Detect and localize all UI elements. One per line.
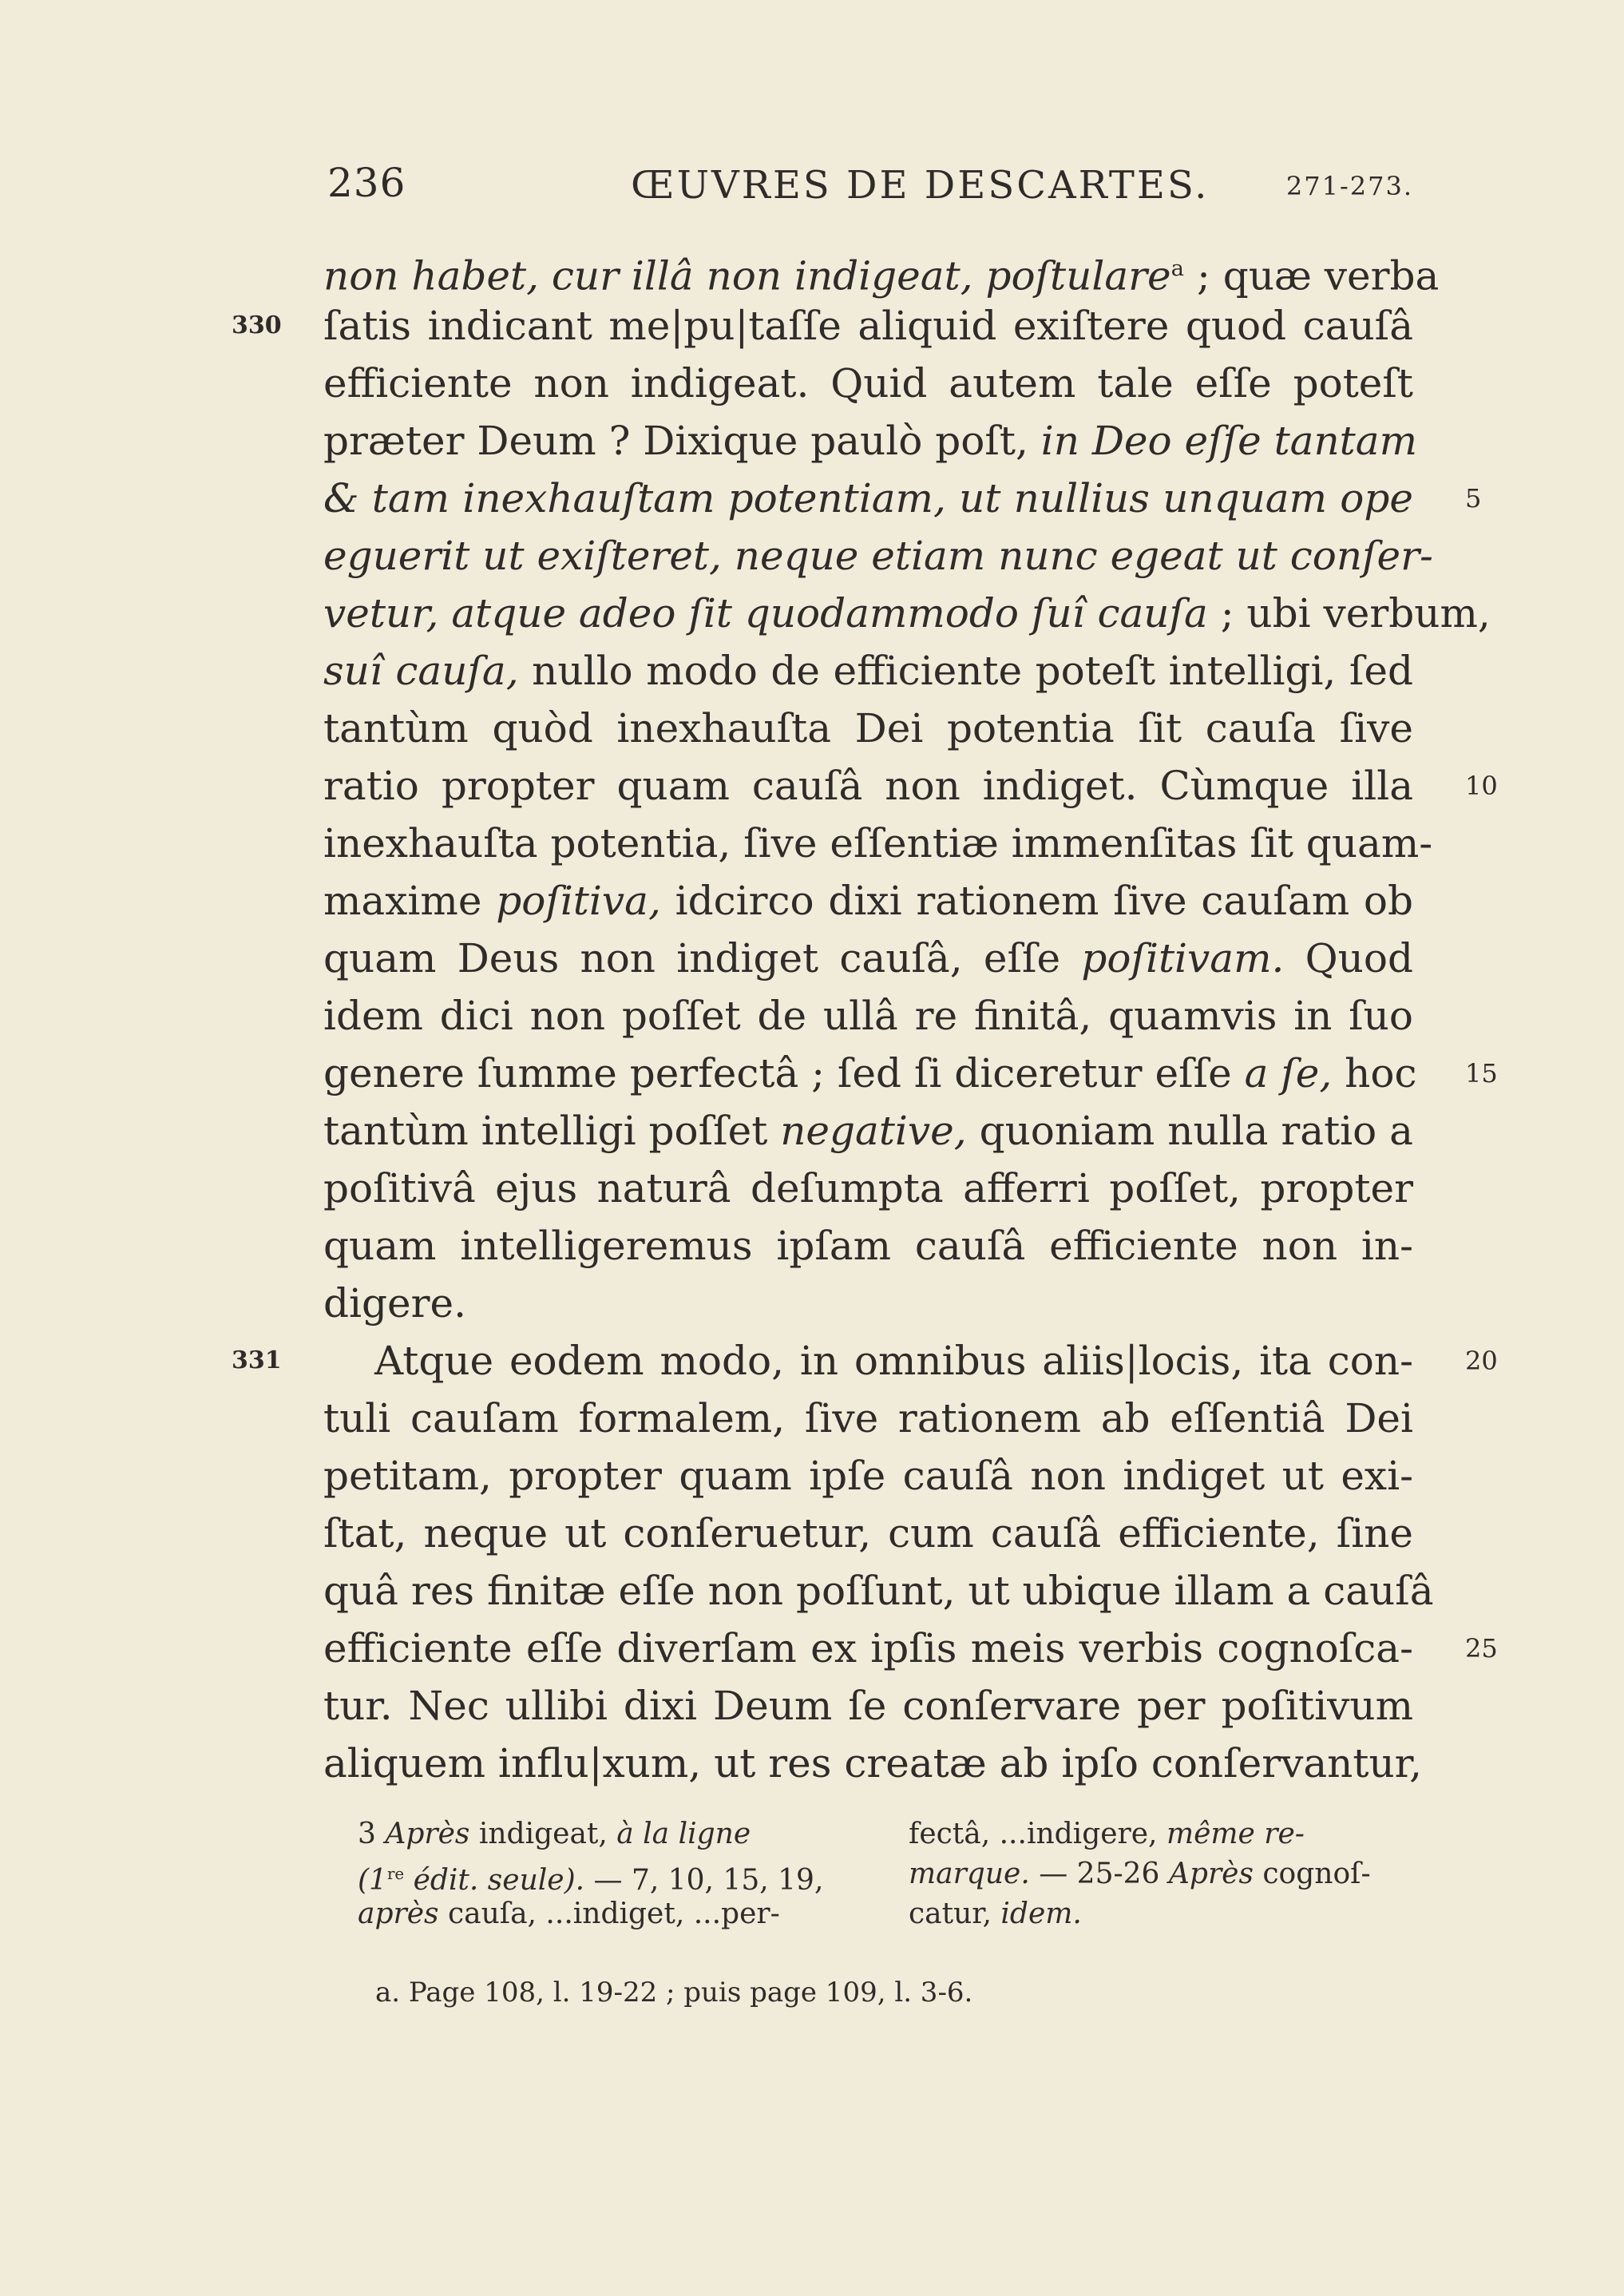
text-run: ſatis indicant me|pu|taſſe aliquid exiſtere quod cauſâ [323,303,1413,349]
superscript: re [386,1865,405,1883]
text-line [323,1275,1413,1332]
text-run: a ſe, [1244,1050,1333,1096]
text-line [323,930,1413,987]
text-line [323,1390,1413,1447]
text-run: 3 [358,1818,386,1850]
footnote-column-left [358,1814,869,1934]
text-run: ſtat, neque ut conſeruetur, cum cauſâ efficiente, ſine [323,1510,1413,1556]
text-run: digere. [323,1280,466,1326]
margin-line-number: 15 [1465,1058,1498,1089]
text-run: hoc [1332,1050,1417,1096]
footnote-line [358,1814,869,1854]
text-run: Après [385,1818,470,1850]
text-run: Atque eodem modo, in omnibus aliis|locis, ita con- [374,1338,1413,1384]
text-run: fectâ, ...indigere, [909,1818,1167,1850]
text-run: tantùm quòd inexhauſta Dei potentia ſit cauſa ſive [323,705,1413,751]
margin-page-ref: 331 [232,1346,282,1374]
text-line [323,1217,1413,1275]
text-run: quoniam nulla ratio a [966,1108,1413,1154]
text-run: à la ligne [616,1818,751,1850]
text-run: & tam inexhauſtam potentiam, ut nullius unquam ope [323,475,1413,521]
text-run: idem. [1000,1897,1082,1930]
text-run: poſitivâ ejus naturâ deſumpta afferri poſſet, propter [323,1165,1413,1211]
text-run: édit. seule). [404,1864,585,1897]
text-run: præter Deum ? Dixique paulò poſt, [323,418,1041,464]
text-run: aliquem influ|xum, ut res creatæ ab ipſo conſervantur, [323,1740,1422,1786]
text-line [323,240,1440,299]
text-run: ; ubi verbum, [1207,590,1491,636]
text-run: — 25-26 [1029,1858,1169,1890]
text-run: poſitivam. [1081,935,1285,981]
text-run: Quod [1284,935,1413,981]
text-line [323,355,1413,412]
text-run: cauſa, ...indiget, ...per- [438,1897,780,1930]
text-line [323,1160,1413,1217]
text-line [323,470,1413,527]
text-line [323,527,1433,585]
text-run: nullo modo de efficiente poteſt intelligi, ſed [518,648,1413,694]
text-line [323,700,1413,757]
text-line [323,1620,1413,1677]
text-run: Après [1168,1858,1254,1890]
text-run: ; quæ verba [1184,252,1440,299]
text-run: ratio propter quam cauſâ non indiget. Cùmque illa [323,763,1413,809]
footnote-line [358,1894,869,1934]
text-run: (1 [358,1864,387,1897]
page-header [327,160,1413,216]
text-line [323,1447,1413,1505]
text-run: petitam, propter quam ipſe cauſâ non indiget ut exi- [323,1453,1413,1499]
text-run: tantùm intelligi poſſet [323,1108,781,1154]
text-run: inexhauſta potentia, ſive eſſentiæ immenſitas ſit quam- [323,820,1433,866]
text-line [323,1735,1422,1792]
margin-line-number: 25 [1465,1633,1498,1664]
text-run: catur, [909,1897,1001,1930]
text-line [323,412,1417,470]
text-run: efficiente eſſe diverſam ex ipſis meis verbis cognoſca- [323,1625,1413,1671]
footnote-line [909,1854,1428,1894]
text-run: eguerit ut exiſteret, neque etiam nunc egeat ut conſer- [323,533,1433,579]
text-line [323,585,1491,642]
superscript: a [1170,256,1185,281]
text-line [323,1332,1413,1390]
text-run: suî cauſa, [323,648,519,694]
text-line [323,1677,1413,1735]
text-line [323,872,1413,930]
text-run: vetur, atque adeo ſit quodammodo ſuî cauſa [323,590,1208,636]
text-line [323,1045,1417,1102]
footnote-column-right [909,1814,1428,1934]
text-run: non habet, cur illâ non indigeat, poſtulare [323,252,1171,299]
text-line [323,1562,1434,1620]
text-run: efficiente non indigeat. Quid autem tale eſſe poteſt [323,360,1413,406]
margin-page-ref: 330 [232,311,282,339]
text-line [323,1505,1413,1562]
text-run: — 7, 10, 15, 19, [584,1864,824,1897]
footnote-line [909,1814,1428,1854]
text-line [323,1102,1413,1160]
margin-line-number: 20 [1465,1346,1498,1376]
text-run: genere ſumme perfectâ ; ſed ſi diceretur eſſe [323,1050,1245,1096]
text-run: quâ res finitæ eſſe non poſſunt, ut ubique illam a cauſâ [323,1568,1434,1614]
text-run: cognoſ- [1253,1858,1371,1890]
text-run: tur. Nec ullibi dixi Deum ſe conſervare per poſitivum [323,1683,1413,1729]
margin-line-number: 10 [1465,771,1498,801]
text-run: marque. [909,1858,1030,1890]
text-run: poſitiva, [496,878,661,924]
text-line [323,757,1413,815]
reference-note: a. Page 108, l. 19-22 ; puis page 109, l. 3-6. [375,1977,973,2009]
text-run: indigeat, [469,1818,617,1850]
text-line [323,987,1413,1045]
running-title: ŒUVRES DE DESCARTES. [631,163,1210,208]
text-run: in Deo eſſe tantam [1040,418,1417,464]
footnote-line [358,1854,869,1897]
text-run: quam intelligeremus ipſam cauſâ efficiente non in- [323,1223,1413,1269]
text-line [323,297,1413,355]
text-line [323,642,1413,700]
page-range: 271-273. [1285,171,1413,201]
page-number: 236 [327,160,406,206]
margin-line-number: 5 [1465,483,1482,514]
text-run: tuli cauſam formalem, ſive rationem ab eſſentiâ Dei [323,1395,1413,1441]
text-run: negative, [780,1108,967,1154]
text-run: après [358,1897,439,1930]
footnote-line [909,1894,1428,1934]
text-run: même re- [1166,1818,1305,1850]
text-run: maxime [323,878,497,924]
text-run: idem dici non poſſet de ullâ re finitâ, quamvis in ſuo [323,993,1413,1039]
text-run: quam Deus non indiget cauſâ, eſſe [323,935,1082,981]
text-run: idcirco dixi rationem ſive cauſam ob [660,878,1413,924]
text-line [323,815,1433,872]
